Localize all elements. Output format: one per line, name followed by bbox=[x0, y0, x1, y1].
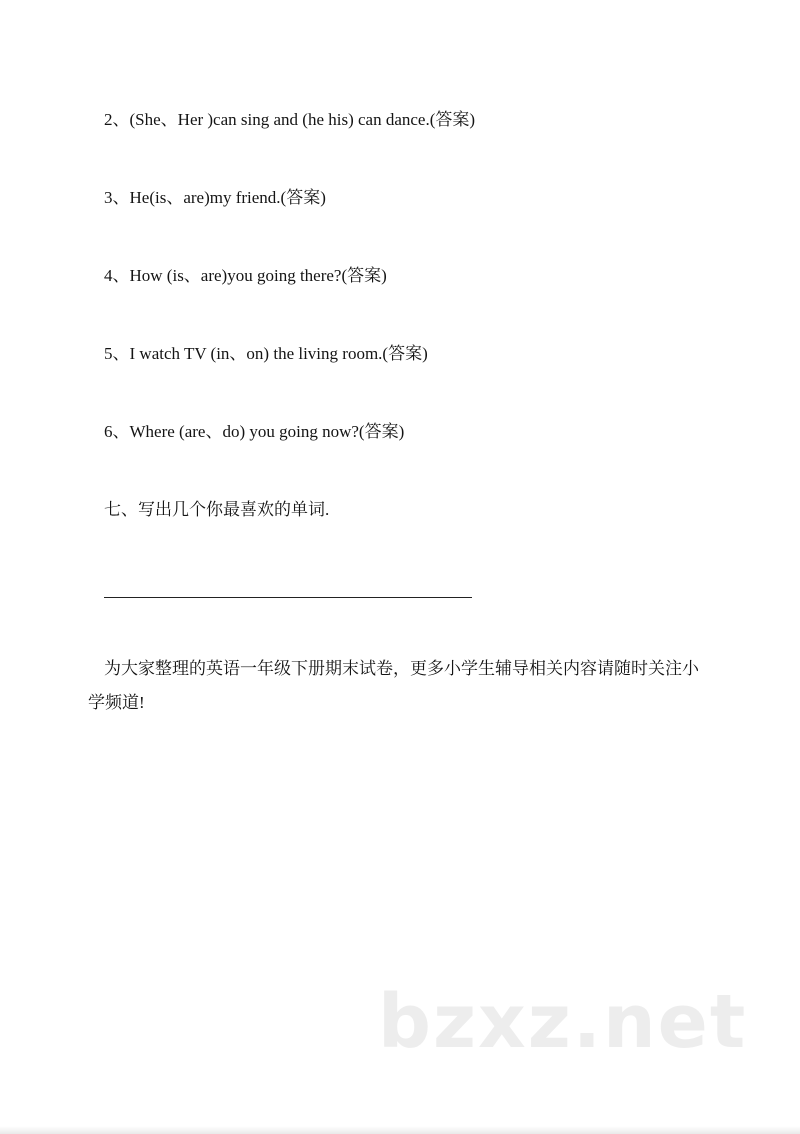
question-number: 3、 bbox=[104, 188, 130, 207]
question-6 bbox=[104, 420, 404, 444]
question-text: He(is、are)my friend.(答案) bbox=[129, 188, 326, 207]
question-4 bbox=[104, 264, 387, 288]
watermark-logo: bzxz.net bbox=[378, 979, 748, 1065]
closing-paragraph: 为大家整理的英语一年级下册期末试卷，更多小学生辅导相关内容请随时关注小学频道! bbox=[88, 659, 699, 712]
page-bottom-edge bbox=[0, 1126, 800, 1134]
question-text: I watch TV (in、on) the living room.(答案) bbox=[129, 344, 428, 363]
question-text: Where (are、do) you going now?(答案) bbox=[129, 422, 405, 441]
question-number: 5、 bbox=[104, 344, 130, 363]
question-5 bbox=[104, 342, 428, 366]
question-number: 6、 bbox=[104, 422, 130, 441]
question-number: 4、 bbox=[104, 266, 130, 285]
question-text: How (is、are)you going there?(答案) bbox=[129, 266, 387, 285]
question-number: 2、 bbox=[104, 110, 130, 129]
question-3 bbox=[104, 186, 326, 210]
section-7-heading: 七、写出几个你最喜欢的单词. bbox=[104, 500, 330, 519]
question-2 bbox=[104, 108, 475, 132]
answer-blank-line bbox=[104, 597, 472, 598]
question-text: (She、Her )can sing and (he his) can dance.(答案) bbox=[129, 110, 476, 129]
